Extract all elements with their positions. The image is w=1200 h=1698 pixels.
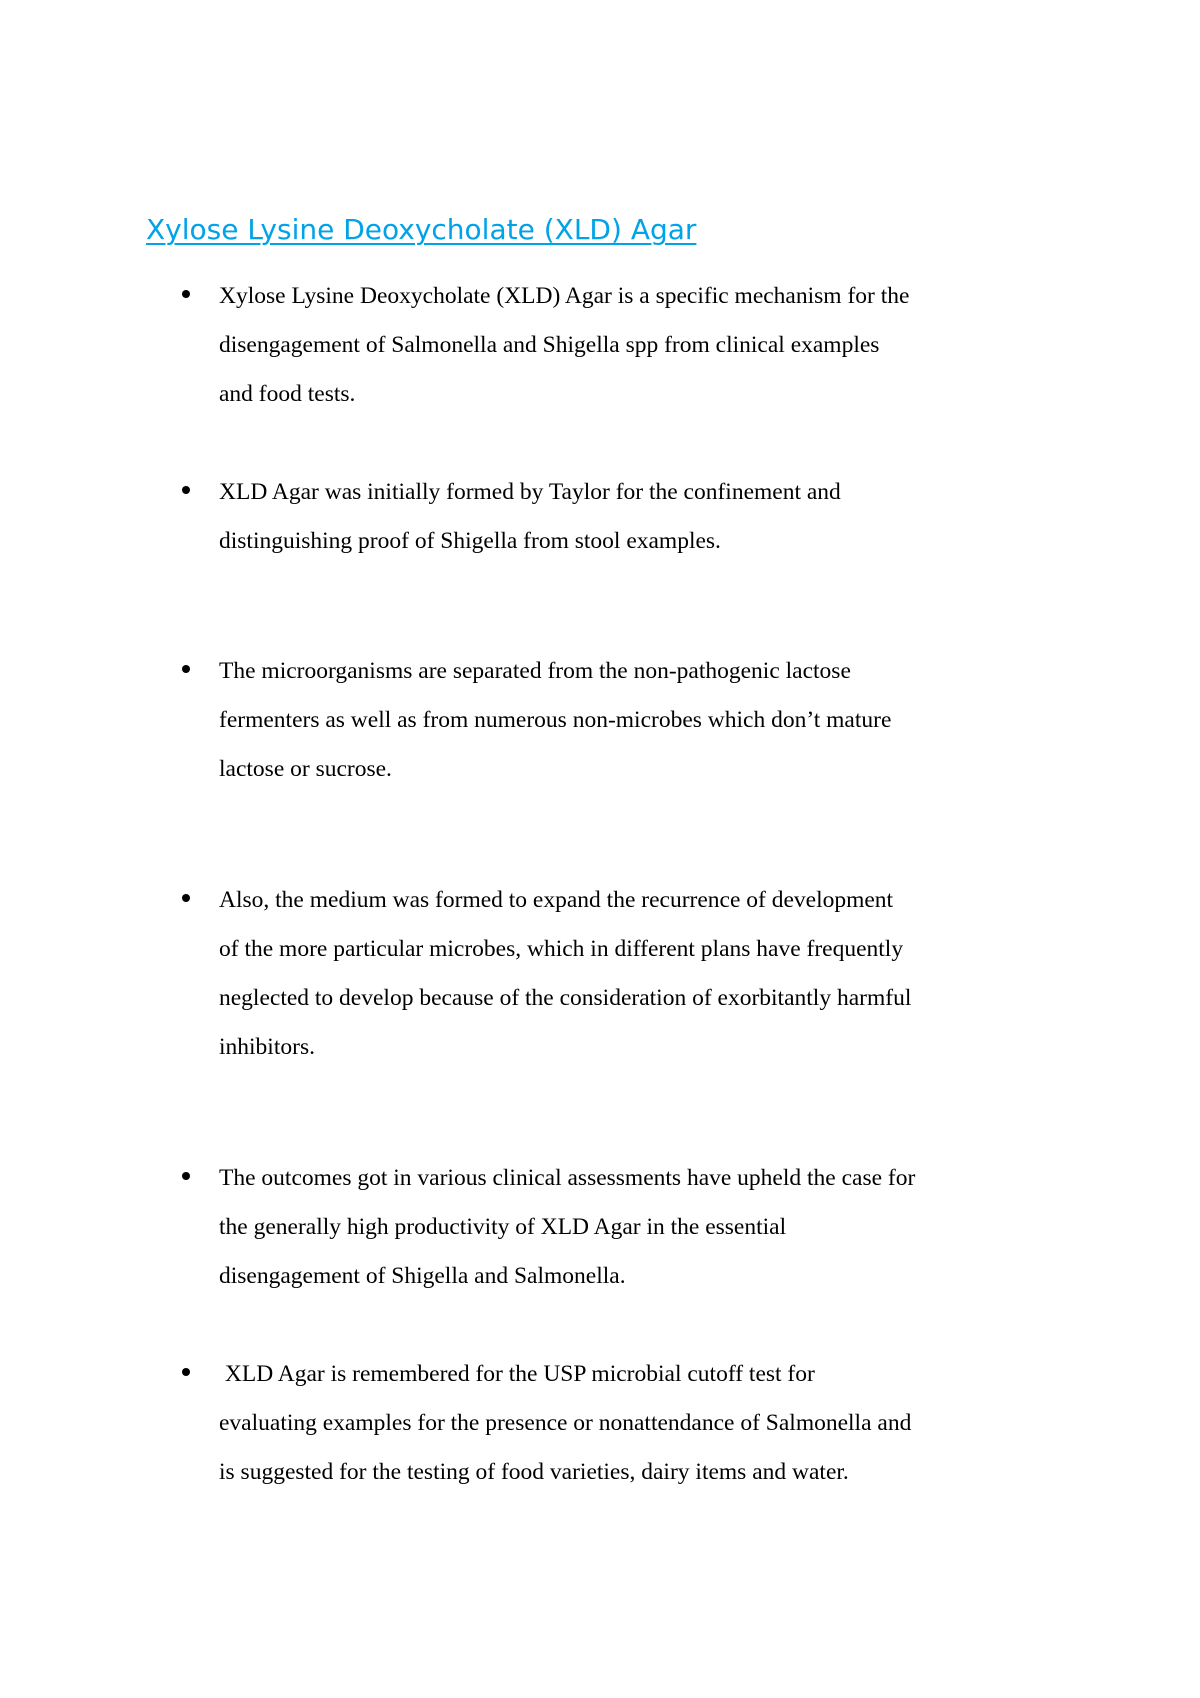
bullet-text bbox=[219, 272, 1079, 419]
text-line: The outcomes got in various clinical assessments have upheld the case for bbox=[219, 1165, 916, 1191]
text-line: is suggested for the testing of food varieties, dairy items and water. bbox=[219, 1459, 849, 1485]
text-line: XLD Agar is remembered for the USP microbial cutoff test for bbox=[219, 1361, 815, 1387]
text-line: distinguishing proof of Shigella from stool examples. bbox=[219, 528, 721, 554]
bullet-text bbox=[219, 647, 1079, 794]
text-line: fermenters as well as from numerous non-microbes which don’t mature bbox=[219, 707, 892, 733]
text-line: disengagement of Shigella and Salmonella. bbox=[219, 1263, 626, 1289]
bullet-text bbox=[219, 876, 1079, 1072]
bullet-icon bbox=[182, 290, 190, 298]
bullet-icon bbox=[182, 486, 190, 494]
text-line: of the more particular microbes, which in different plans have frequently bbox=[219, 936, 904, 962]
text-line: disengagement of Salmonella and Shigella spp from clinical examples bbox=[219, 332, 880, 358]
text-line: XLD Agar was initially formed by Taylor for the confinement and bbox=[219, 479, 841, 505]
text-line: Also, the medium was formed to expand the recurrence of development bbox=[219, 887, 894, 913]
text-line: neglected to develop because of the consideration of exorbitantly harmful bbox=[219, 985, 912, 1011]
bullet-text bbox=[219, 1350, 1079, 1497]
text-line: and food tests. bbox=[219, 381, 356, 407]
bullet-icon bbox=[182, 1172, 190, 1180]
text-line: the generally high productivity of XLD Agar in the essential bbox=[219, 1214, 787, 1240]
text-line: inhibitors. bbox=[219, 1034, 315, 1060]
text-line: evaluating examples for the presence or nonattendance of Salmonella and bbox=[219, 1410, 912, 1436]
bullet-text bbox=[219, 468, 1079, 566]
bullet-icon bbox=[182, 1368, 190, 1376]
text-line: Xylose Lysine Deoxycholate (XLD) Agar is a specific mechanism for the bbox=[219, 283, 910, 309]
text-line: The microorganisms are separated from the non-pathogenic lactose bbox=[219, 658, 851, 684]
bullet-icon bbox=[182, 894, 190, 902]
bullet-text bbox=[219, 1154, 1079, 1301]
bullet-icon bbox=[182, 665, 190, 673]
text-line: lactose or sucrose. bbox=[219, 756, 392, 782]
document-title: Xylose Lysine Deoxycholate (XLD) Agar bbox=[146, 213, 697, 246]
